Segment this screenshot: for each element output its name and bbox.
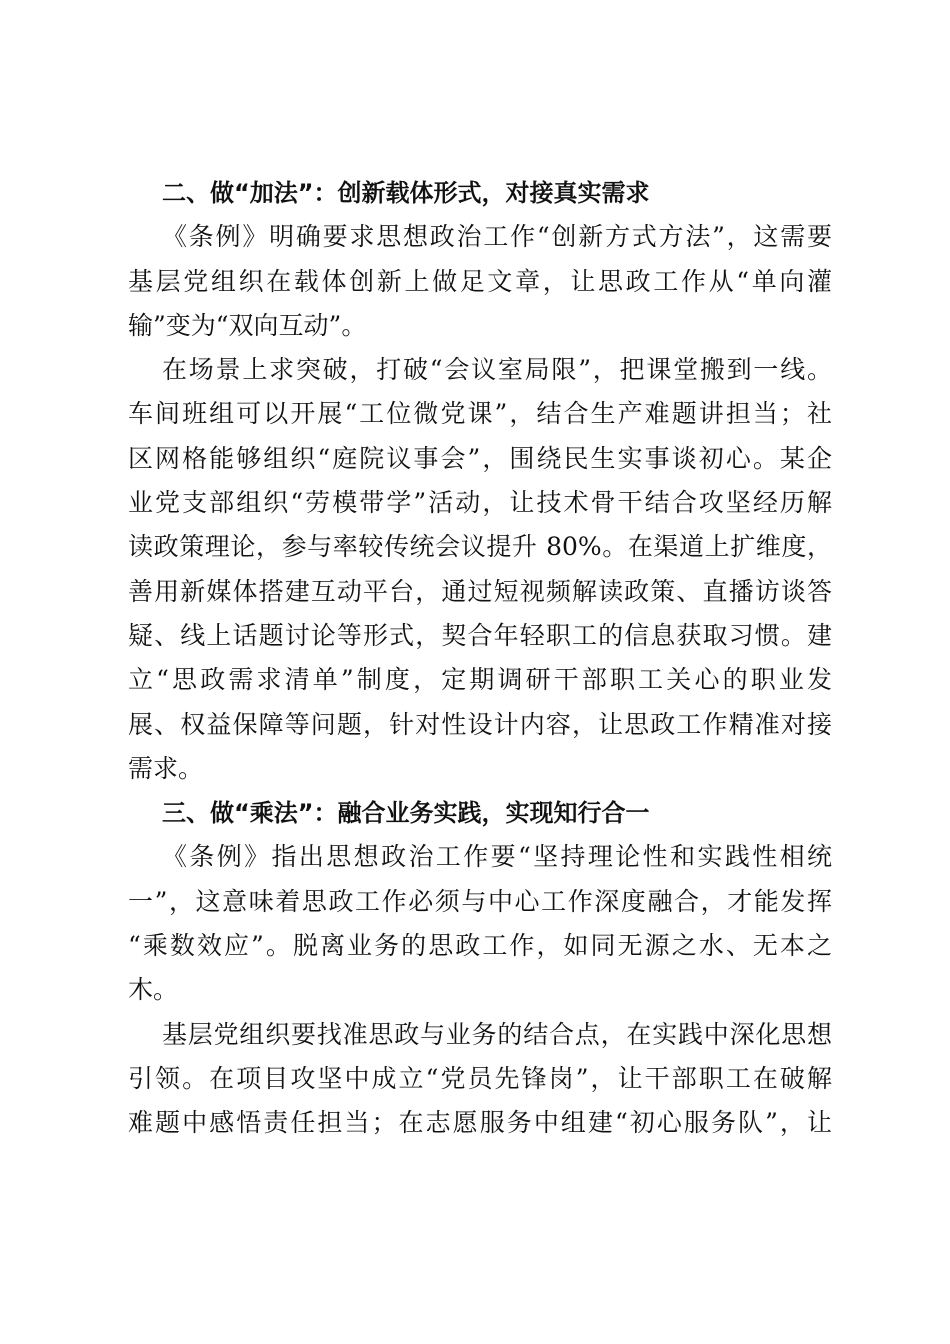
paragraph-line: 难题中感悟责任担当；在志愿服务中组建“初心服务队”，让 bbox=[128, 1108, 832, 1138]
paragraph-line: 一”，这意味着思政工作必须与中心工作深度融合，才能发挥 bbox=[128, 886, 832, 916]
paragraph-line: 木。 bbox=[128, 975, 179, 1005]
paragraph-line: 疑、线上话题讨论等形式，契合年轻职工的信息获取习惯。建 bbox=[128, 620, 832, 650]
paragraph-line: 展、权益保障等问题，针对性设计内容，让思政工作精准对接 bbox=[128, 709, 832, 739]
paragraph-line: 《条例》指出思想政治工作要“坚持理论性和实践性相统 bbox=[162, 842, 832, 872]
section-heading: 二、做“加法”：创新载体形式，对接真实需求 bbox=[162, 179, 650, 207]
paragraph-line: 善用新媒体搭建互动平台，通过短视频解读政策、直播访谈答 bbox=[128, 576, 832, 606]
paragraph-line: 基层党组织要找准思政与业务的结合点，在实践中深化思想 bbox=[162, 1019, 832, 1049]
paragraph-line: 业党支部组织“劳模带学”活动，让技术骨干结合攻坚经历解 bbox=[128, 488, 832, 518]
paragraph-line: 立“思政需求清单”制度，定期调研干部职工关心的职业发 bbox=[128, 665, 832, 695]
section-heading: 三、做“乘法”：融合业务实践，实现知行合一 bbox=[162, 799, 650, 828]
paragraph-line: “乘数效应”。脱离业务的思政工作，如同无源之水、无本之 bbox=[128, 931, 832, 961]
paragraph-line: 引领。在项目攻坚中成立“党员先锋岗”，让干部职工在破解 bbox=[128, 1063, 832, 1093]
paragraph-line: 输”变为“双向互动”。 bbox=[128, 310, 367, 340]
paragraph-line: 在场景上求突破，打破“会议室局限”，把课堂搬到一线。 bbox=[162, 355, 832, 385]
paragraph-line: 车间班组可以开展“工位微党课”，结合生产难题讲担当；社 bbox=[128, 399, 832, 429]
paragraph-line: 读政策理论，参与率较传统会议提升 80%。在渠道上扩维度， bbox=[128, 532, 832, 562]
paragraph-line: 区网格能够组织“庭院议事会”，围绕民生实事谈初心。某企 bbox=[128, 443, 832, 473]
paragraph-line: 《条例》明确要求思想政治工作“创新方式方法”，这需要 bbox=[162, 222, 832, 252]
paragraph-line: 需求。 bbox=[128, 753, 204, 783]
document-page bbox=[128, 171, 832, 1146]
paragraph-line: 基层党组织在载体创新上做足文章，让思政工作从“单向灌 bbox=[128, 266, 832, 296]
